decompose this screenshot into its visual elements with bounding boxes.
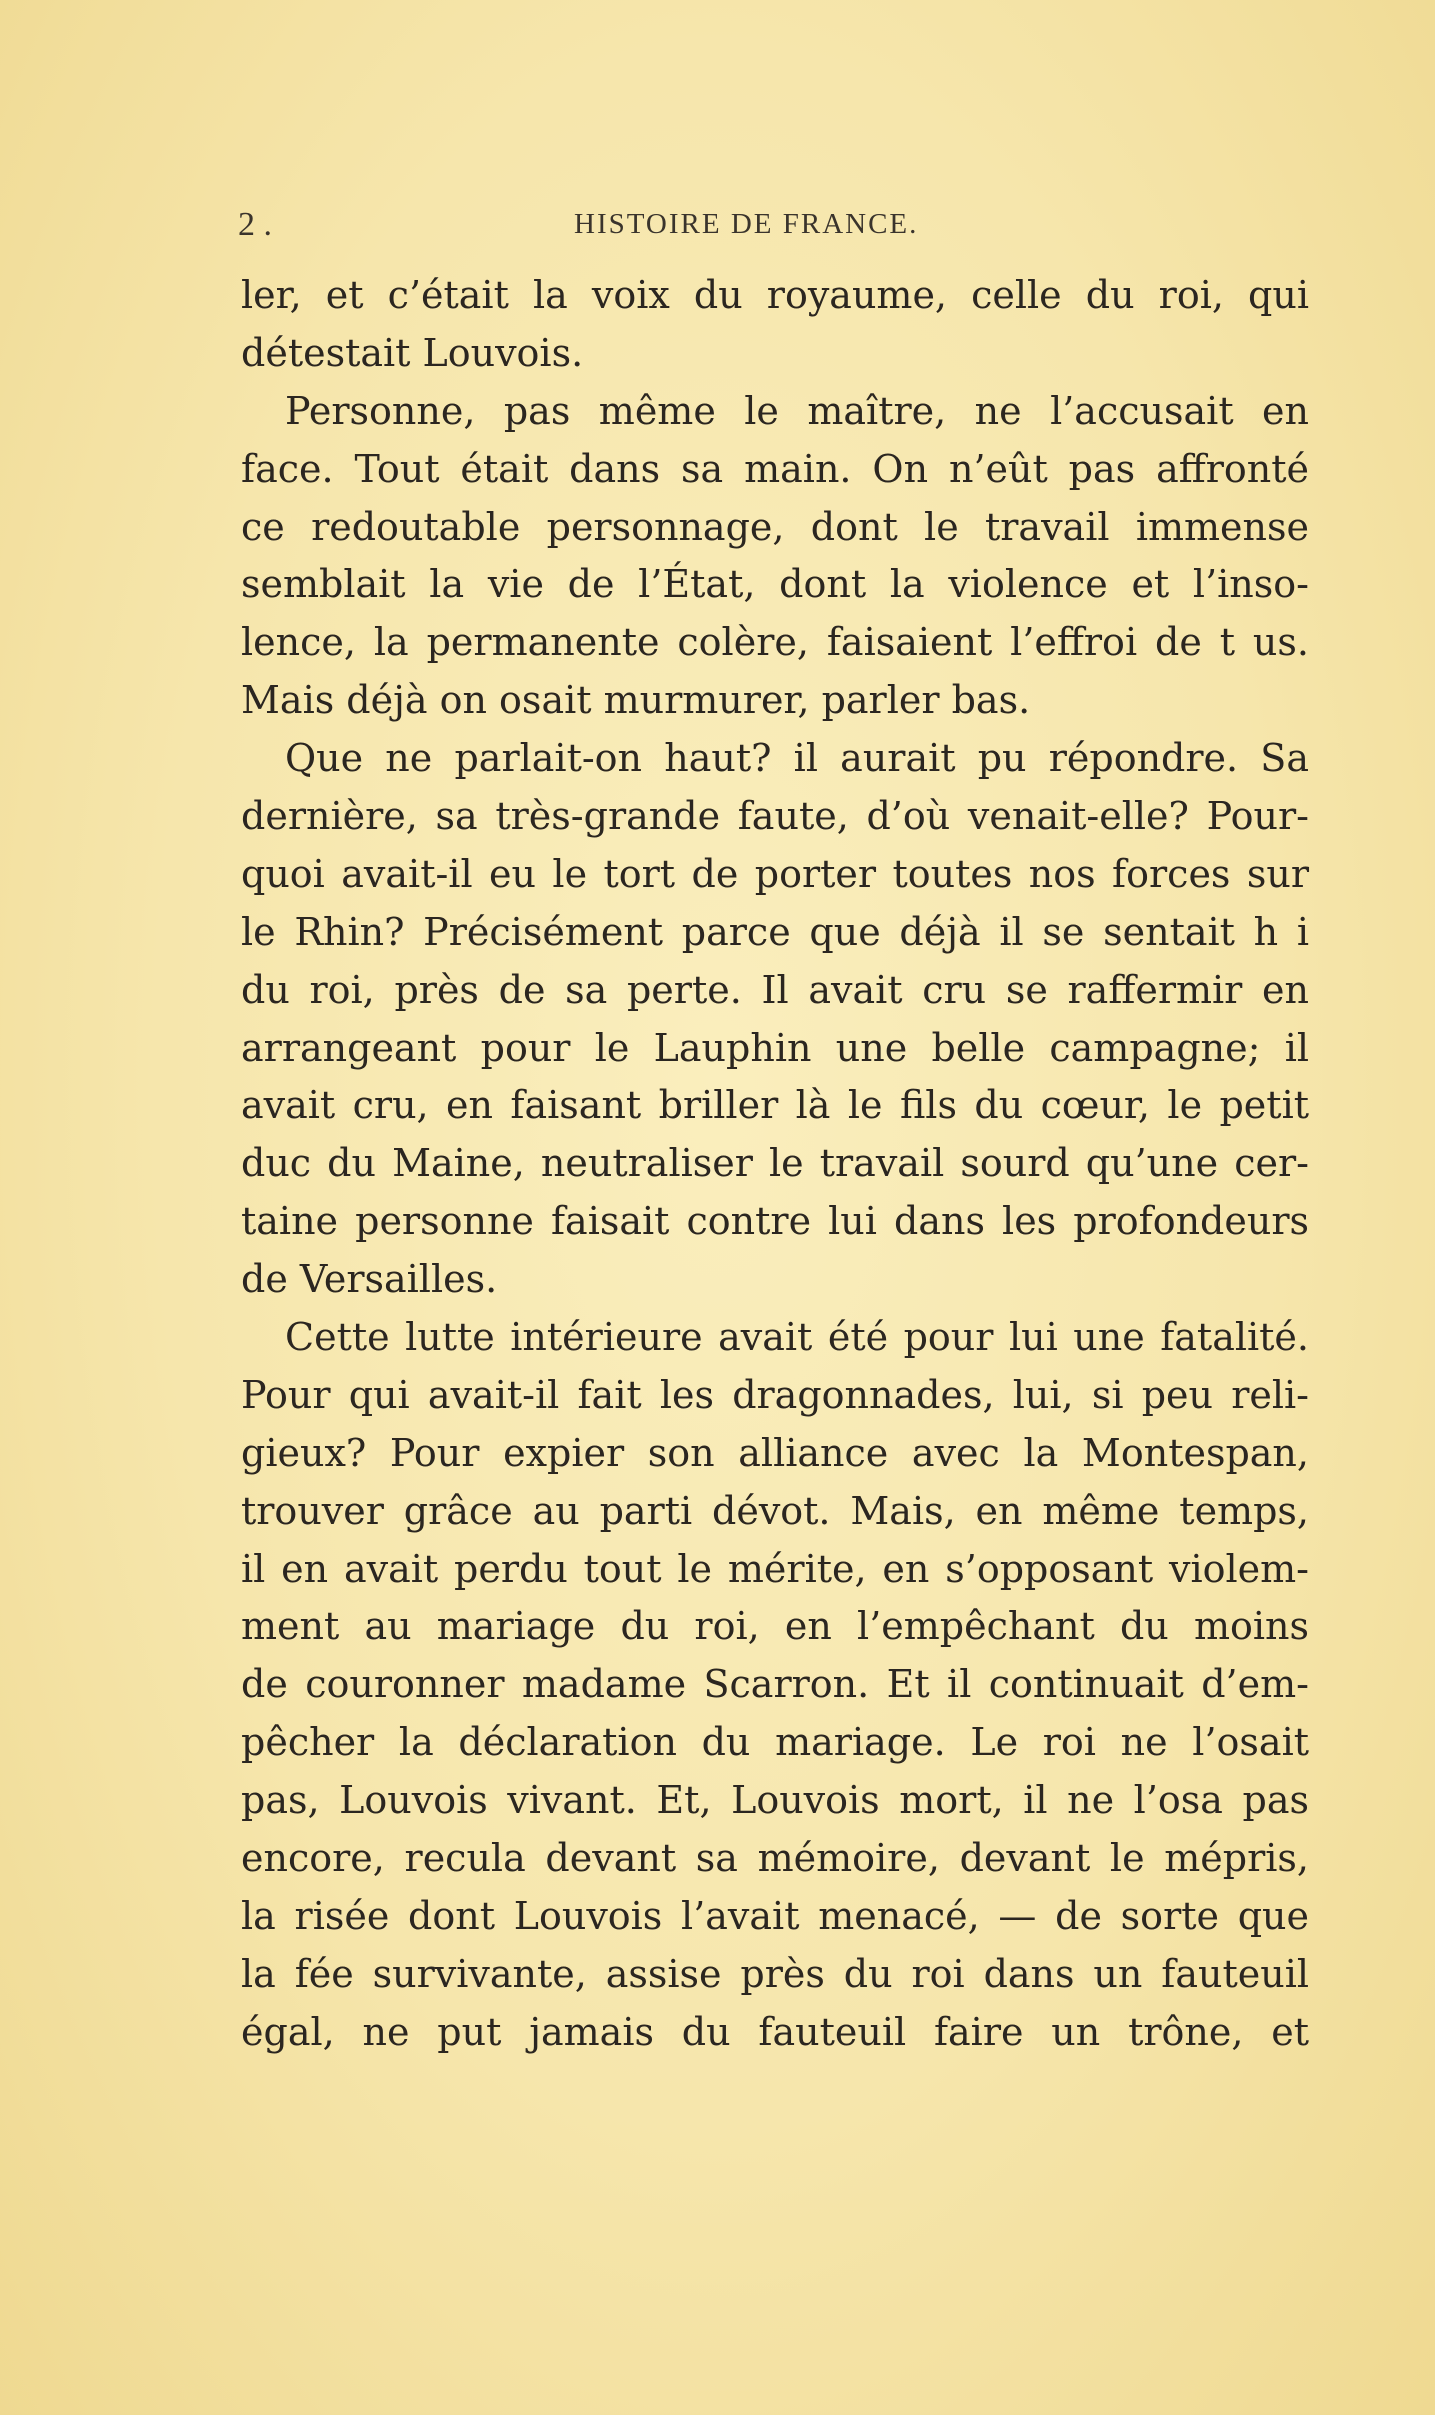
text-line: Que ne parlait-on haut? il aurait pu répondre. Sa (285, 736, 1309, 781)
text-line: pas, Louvois vivant. Et, Louvois mort, il ne l’osa pas (241, 1778, 1309, 1823)
text-line: la fée survivante, assise près du roi dans un fauteuil (241, 1951, 1309, 1996)
text-line: ce redoutable personnage, dont le travail immense (241, 504, 1309, 549)
text-line: ment au mariage du roi, en l’empêchant du moins (241, 1604, 1309, 1649)
text-line: de couronner madame Scarron. Et il continuait d’em- (241, 1662, 1309, 1707)
text-line: pêcher la déclaration du mariage. Le roi ne l’osait (241, 1720, 1309, 1765)
text-line: avait cru, en faisant briller là le fils du cœur, le petit (241, 1083, 1309, 1128)
text-line: il en avait perdu tout le mérite, en s’opposant violem- (241, 1546, 1309, 1591)
text-line: dernière, sa très-grande faute, d’où venait-elle? Pour- (241, 794, 1309, 839)
text-line: la risée dont Louvois l’avait menacé, — de sorte que (241, 1893, 1309, 1938)
text-line: encore, recula devant sa mémoire, devant le mépris, (241, 1836, 1309, 1881)
text-line: arrangeant pour le Lauphin une belle campagne; il (241, 1025, 1309, 1070)
text-line: égal, ne put jamais du fauteuil faire un trône, et (241, 2009, 1309, 2054)
text-line: trouver grâce au parti dévot. Mais, en même temps, (241, 1488, 1309, 1533)
body-text (241, 267, 1309, 2062)
text-line: lence, la permanente colère, faisaient l’effroi de t us. (241, 620, 1309, 665)
running-title: HISTOIRE DE FRANCE. (574, 208, 919, 240)
text-line: quoi avait-il eu le tort de porter toutes nos forces sur (241, 851, 1309, 896)
page-number: 2 . (238, 206, 272, 243)
text-line: le Rhin? Précisément parce que déjà il se sentait h i (241, 909, 1309, 954)
text-line: taine personne faisait contre lui dans les profondeurs (241, 1199, 1309, 1244)
text-line: détestait Louvois. (241, 330, 584, 375)
text-line: du roi, près de sa perte. Il avait cru se raffermir en (241, 967, 1309, 1012)
text-line: de Versailles. (241, 1257, 498, 1302)
text-line: semblait la vie de l’État, dont la violence et l’inso- (241, 562, 1309, 607)
text-line: face. Tout était dans sa main. On n’eût pas affronté (241, 446, 1309, 491)
text-line: Pour qui avait-il fait les dragonnades, lui, si peu reli- (241, 1372, 1309, 1417)
text-line: Cette lutte intérieure avait été pour lui une fatalité. (285, 1315, 1309, 1360)
text-line: gieux? Pour expier son alliance avec la Montespan, (241, 1430, 1309, 1475)
text-line: ler, et c’était la voix du royaume, celle du roi, qui (241, 273, 1309, 317)
text-line: duc du Maine, neutraliser le travail sourd qu’une cer- (241, 1141, 1309, 1186)
text-line: Personne, pas même le maître, ne l’accusait en (285, 388, 1309, 433)
text-line: Mais déjà on osait murmurer, parler bas. (241, 678, 1031, 723)
running-header (238, 200, 983, 250)
